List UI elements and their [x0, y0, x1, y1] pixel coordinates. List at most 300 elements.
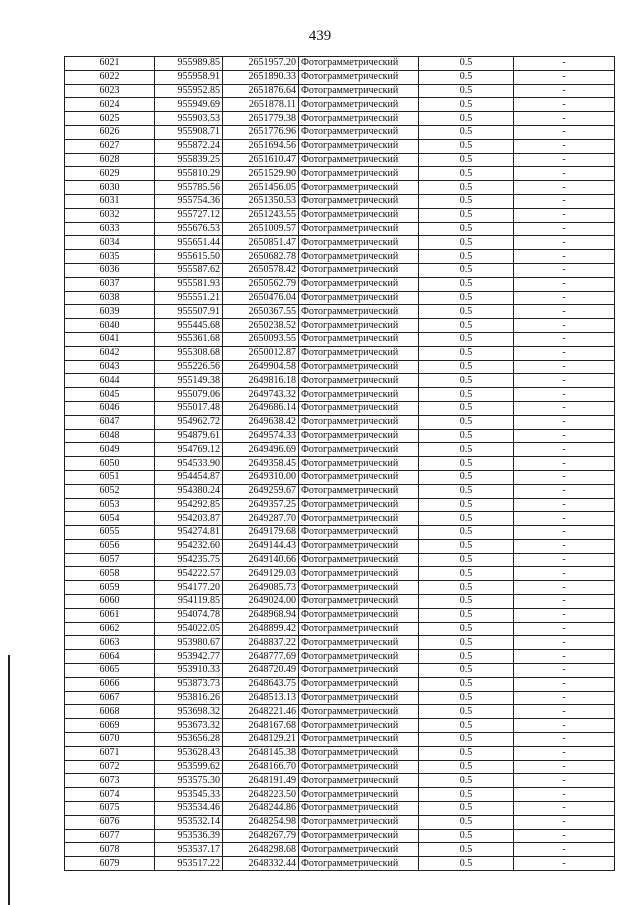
- x-coordinate-cell: 955017.48: [155, 401, 223, 415]
- method-cell: Фотограмметрический: [299, 539, 419, 553]
- table-row: [65, 746, 615, 760]
- method-cell: Фотограмметрический: [299, 98, 419, 112]
- point-id-cell: 6050: [65, 457, 155, 471]
- x-coordinate-cell: 955079.06: [155, 388, 223, 402]
- note-cell: -: [514, 84, 615, 98]
- x-coordinate-cell: 955785.56: [155, 181, 223, 195]
- accuracy-cell: 0.5: [419, 181, 514, 195]
- note-cell: -: [514, 208, 615, 222]
- y-coordinate-cell: 2648899.42: [223, 622, 299, 636]
- point-id-cell: 6070: [65, 733, 155, 747]
- accuracy-cell: 0.5: [419, 815, 514, 829]
- accuracy-cell: 0.5: [419, 277, 514, 291]
- table-row: [65, 498, 615, 512]
- accuracy-cell: 0.5: [419, 691, 514, 705]
- y-coordinate-cell: 2648643.75: [223, 677, 299, 691]
- table-row: [65, 595, 615, 609]
- accuracy-cell: 0.5: [419, 388, 514, 402]
- x-coordinate-cell: 955149.38: [155, 374, 223, 388]
- note-cell: -: [514, 388, 615, 402]
- method-cell: Фотограмметрический: [299, 332, 419, 346]
- point-id-cell: 6069: [65, 719, 155, 733]
- y-coordinate-cell: 2648166.70: [223, 760, 299, 774]
- y-coordinate-cell: 2649179.68: [223, 526, 299, 540]
- accuracy-cell: 0.5: [419, 760, 514, 774]
- y-coordinate-cell: 2651243.55: [223, 208, 299, 222]
- point-id-cell: 6055: [65, 526, 155, 540]
- method-cell: Фотограмметрический: [299, 636, 419, 650]
- point-id-cell: 6043: [65, 360, 155, 374]
- table-row: [65, 526, 615, 540]
- note-cell: -: [514, 112, 615, 126]
- accuracy-cell: 0.5: [419, 429, 514, 443]
- y-coordinate-cell: 2649743.32: [223, 388, 299, 402]
- method-cell: Фотограмметрический: [299, 760, 419, 774]
- method-cell: Фотограмметрический: [299, 829, 419, 843]
- table-row: [65, 222, 615, 236]
- table-row: [65, 733, 615, 747]
- accuracy-cell: 0.5: [419, 360, 514, 374]
- method-cell: Фотограмметрический: [299, 498, 419, 512]
- note-cell: -: [514, 415, 615, 429]
- y-coordinate-cell: 2649144.43: [223, 539, 299, 553]
- method-cell: Фотограмметрический: [299, 125, 419, 139]
- x-coordinate-cell: 954177.20: [155, 581, 223, 595]
- note-cell: -: [514, 401, 615, 415]
- accuracy-cell: 0.5: [419, 374, 514, 388]
- x-coordinate-cell: 955754.36: [155, 194, 223, 208]
- accuracy-cell: 0.5: [419, 595, 514, 609]
- point-id-cell: 6021: [65, 57, 155, 71]
- accuracy-cell: 0.5: [419, 125, 514, 139]
- note-cell: -: [514, 57, 615, 71]
- method-cell: Фотограмметрический: [299, 788, 419, 802]
- coordinates-table-body: [65, 57, 615, 871]
- x-coordinate-cell: 953628.43: [155, 746, 223, 760]
- table-row: [65, 415, 615, 429]
- point-id-cell: 6054: [65, 512, 155, 526]
- y-coordinate-cell: 2651779.38: [223, 112, 299, 126]
- point-id-cell: 6033: [65, 222, 155, 236]
- table-row: [65, 664, 615, 678]
- point-id-cell: 6071: [65, 746, 155, 760]
- method-cell: Фотограмметрический: [299, 595, 419, 609]
- method-cell: Фотограмметрический: [299, 222, 419, 236]
- table-row: [65, 401, 615, 415]
- note-cell: -: [514, 608, 615, 622]
- note-cell: -: [514, 581, 615, 595]
- x-coordinate-cell: 953599.62: [155, 760, 223, 774]
- x-coordinate-cell: 955676.53: [155, 222, 223, 236]
- note-cell: -: [514, 733, 615, 747]
- method-cell: Фотограмметрический: [299, 208, 419, 222]
- table-row: [65, 360, 615, 374]
- coordinates-table: [64, 56, 615, 871]
- table-row: [65, 236, 615, 250]
- point-id-cell: 6066: [65, 677, 155, 691]
- x-coordinate-cell: 953532.14: [155, 815, 223, 829]
- method-cell: Фотограмметрический: [299, 70, 419, 84]
- method-cell: Фотограмметрический: [299, 843, 419, 857]
- note-cell: -: [514, 346, 615, 360]
- point-id-cell: 6078: [65, 843, 155, 857]
- point-id-cell: 6046: [65, 401, 155, 415]
- y-coordinate-cell: 2650562.79: [223, 277, 299, 291]
- note-cell: -: [514, 470, 615, 484]
- point-id-cell: 6032: [65, 208, 155, 222]
- table-row: [65, 277, 615, 291]
- accuracy-cell: 0.5: [419, 291, 514, 305]
- accuracy-cell: 0.5: [419, 498, 514, 512]
- method-cell: Фотограмметрический: [299, 815, 419, 829]
- accuracy-cell: 0.5: [419, 263, 514, 277]
- x-coordinate-cell: 953673.32: [155, 719, 223, 733]
- accuracy-cell: 0.5: [419, 319, 514, 333]
- y-coordinate-cell: 2648223.50: [223, 788, 299, 802]
- table-row: [65, 263, 615, 277]
- table-row: [65, 788, 615, 802]
- note-cell: -: [514, 650, 615, 664]
- table-row: [65, 167, 615, 181]
- accuracy-cell: 0.5: [419, 705, 514, 719]
- table-row: [65, 581, 615, 595]
- x-coordinate-cell: 953873.73: [155, 677, 223, 691]
- y-coordinate-cell: 2648513.13: [223, 691, 299, 705]
- x-coordinate-cell: 955615.50: [155, 250, 223, 264]
- note-cell: -: [514, 194, 615, 208]
- y-coordinate-cell: 2648837.22: [223, 636, 299, 650]
- method-cell: Фотограмметрический: [299, 746, 419, 760]
- x-coordinate-cell: 953698.32: [155, 705, 223, 719]
- accuracy-cell: 0.5: [419, 98, 514, 112]
- table-row: [65, 677, 615, 691]
- note-cell: -: [514, 167, 615, 181]
- note-cell: -: [514, 843, 615, 857]
- method-cell: Фотограмметрический: [299, 622, 419, 636]
- method-cell: Фотограмметрический: [299, 57, 419, 71]
- note-cell: -: [514, 539, 615, 553]
- y-coordinate-cell: 2648777.69: [223, 650, 299, 664]
- point-id-cell: 6073: [65, 774, 155, 788]
- method-cell: Фотограмметрический: [299, 802, 419, 816]
- point-id-cell: 6049: [65, 443, 155, 457]
- point-id-cell: 6022: [65, 70, 155, 84]
- accuracy-cell: 0.5: [419, 139, 514, 153]
- note-cell: -: [514, 815, 615, 829]
- table-row: [65, 319, 615, 333]
- accuracy-cell: 0.5: [419, 512, 514, 526]
- table-row: [65, 153, 615, 167]
- accuracy-cell: 0.5: [419, 208, 514, 222]
- method-cell: Фотограмметрический: [299, 236, 419, 250]
- point-id-cell: 6060: [65, 595, 155, 609]
- y-coordinate-cell: 2648167.68: [223, 719, 299, 733]
- accuracy-cell: 0.5: [419, 167, 514, 181]
- accuracy-cell: 0.5: [419, 84, 514, 98]
- point-id-cell: 6040: [65, 319, 155, 333]
- point-id-cell: 6037: [65, 277, 155, 291]
- left-margin-rule: [8, 655, 10, 905]
- accuracy-cell: 0.5: [419, 636, 514, 650]
- table-row: [65, 553, 615, 567]
- table-row: [65, 181, 615, 195]
- note-cell: -: [514, 774, 615, 788]
- y-coordinate-cell: 2651878.11: [223, 98, 299, 112]
- y-coordinate-cell: 2648145.38: [223, 746, 299, 760]
- x-coordinate-cell: 953816.26: [155, 691, 223, 705]
- point-id-cell: 6048: [65, 429, 155, 443]
- note-cell: -: [514, 360, 615, 374]
- point-id-cell: 6029: [65, 167, 155, 181]
- table-row: [65, 636, 615, 650]
- method-cell: Фотограмметрический: [299, 857, 419, 871]
- y-coordinate-cell: 2651957.20: [223, 57, 299, 71]
- x-coordinate-cell: 955651.44: [155, 236, 223, 250]
- accuracy-cell: 0.5: [419, 526, 514, 540]
- table-row: [65, 70, 615, 84]
- table-row: [65, 567, 615, 581]
- x-coordinate-cell: 955958.91: [155, 70, 223, 84]
- y-coordinate-cell: 2650851.47: [223, 236, 299, 250]
- y-coordinate-cell: 2648191.49: [223, 774, 299, 788]
- accuracy-cell: 0.5: [419, 746, 514, 760]
- y-coordinate-cell: 2649310.00: [223, 470, 299, 484]
- y-coordinate-cell: 2649129.03: [223, 567, 299, 581]
- y-coordinate-cell: 2651694.56: [223, 139, 299, 153]
- method-cell: Фотограмметрический: [299, 153, 419, 167]
- table-row: [65, 843, 615, 857]
- note-cell: -: [514, 788, 615, 802]
- note-cell: -: [514, 125, 615, 139]
- point-id-cell: 6038: [65, 291, 155, 305]
- x-coordinate-cell: 955507.91: [155, 305, 223, 319]
- note-cell: -: [514, 291, 615, 305]
- x-coordinate-cell: 954292.85: [155, 498, 223, 512]
- accuracy-cell: 0.5: [419, 788, 514, 802]
- accuracy-cell: 0.5: [419, 677, 514, 691]
- accuracy-cell: 0.5: [419, 802, 514, 816]
- method-cell: Фотограмметрический: [299, 774, 419, 788]
- method-cell: Фотограмметрический: [299, 319, 419, 333]
- accuracy-cell: 0.5: [419, 305, 514, 319]
- table-row: [65, 802, 615, 816]
- table-row: [65, 139, 615, 153]
- note-cell: -: [514, 277, 615, 291]
- table-row: [65, 650, 615, 664]
- x-coordinate-cell: 953545.33: [155, 788, 223, 802]
- y-coordinate-cell: 2649140.66: [223, 553, 299, 567]
- table-row: [65, 815, 615, 829]
- x-coordinate-cell: 954879.61: [155, 429, 223, 443]
- method-cell: Фотограмметрический: [299, 250, 419, 264]
- point-id-cell: 6039: [65, 305, 155, 319]
- note-cell: -: [514, 857, 615, 871]
- y-coordinate-cell: 2649638.42: [223, 415, 299, 429]
- note-cell: -: [514, 567, 615, 581]
- note-cell: -: [514, 719, 615, 733]
- point-id-cell: 6044: [65, 374, 155, 388]
- y-coordinate-cell: 2650012.87: [223, 346, 299, 360]
- method-cell: Фотограмметрический: [299, 360, 419, 374]
- accuracy-cell: 0.5: [419, 236, 514, 250]
- method-cell: Фотограмметрический: [299, 388, 419, 402]
- x-coordinate-cell: 954235.75: [155, 553, 223, 567]
- table-row: [65, 484, 615, 498]
- point-id-cell: 6059: [65, 581, 155, 595]
- method-cell: Фотограмметрический: [299, 84, 419, 98]
- accuracy-cell: 0.5: [419, 346, 514, 360]
- y-coordinate-cell: 2651890.33: [223, 70, 299, 84]
- accuracy-cell: 0.5: [419, 194, 514, 208]
- table-row: [65, 291, 615, 305]
- note-cell: -: [514, 457, 615, 471]
- accuracy-cell: 0.5: [419, 470, 514, 484]
- note-cell: -: [514, 802, 615, 816]
- y-coordinate-cell: 2650578.42: [223, 263, 299, 277]
- point-id-cell: 6074: [65, 788, 155, 802]
- note-cell: -: [514, 512, 615, 526]
- point-id-cell: 6025: [65, 112, 155, 126]
- point-id-cell: 6031: [65, 194, 155, 208]
- table-row: [65, 829, 615, 843]
- table-row: [65, 57, 615, 71]
- point-id-cell: 6035: [65, 250, 155, 264]
- method-cell: Фотограмметрический: [299, 650, 419, 664]
- point-id-cell: 6062: [65, 622, 155, 636]
- accuracy-cell: 0.5: [419, 553, 514, 567]
- point-id-cell: 6067: [65, 691, 155, 705]
- y-coordinate-cell: 2649496.69: [223, 443, 299, 457]
- y-coordinate-cell: 2648254.98: [223, 815, 299, 829]
- y-coordinate-cell: 2649357.25: [223, 498, 299, 512]
- point-id-cell: 6063: [65, 636, 155, 650]
- point-id-cell: 6030: [65, 181, 155, 195]
- table-row: [65, 208, 615, 222]
- method-cell: Фотограмметрический: [299, 484, 419, 498]
- method-cell: Фотограмметрический: [299, 664, 419, 678]
- x-coordinate-cell: 954022.05: [155, 622, 223, 636]
- accuracy-cell: 0.5: [419, 153, 514, 167]
- point-id-cell: 6079: [65, 857, 155, 871]
- x-coordinate-cell: 955587.62: [155, 263, 223, 277]
- point-id-cell: 6028: [65, 153, 155, 167]
- accuracy-cell: 0.5: [419, 457, 514, 471]
- x-coordinate-cell: 955908.71: [155, 125, 223, 139]
- accuracy-cell: 0.5: [419, 567, 514, 581]
- accuracy-cell: 0.5: [419, 608, 514, 622]
- x-coordinate-cell: 955308.68: [155, 346, 223, 360]
- note-cell: -: [514, 374, 615, 388]
- method-cell: Фотограмметрический: [299, 526, 419, 540]
- method-cell: Фотограмметрический: [299, 719, 419, 733]
- point-id-cell: 6027: [65, 139, 155, 153]
- y-coordinate-cell: 2649085.73: [223, 581, 299, 595]
- y-coordinate-cell: 2651009.57: [223, 222, 299, 236]
- y-coordinate-cell: 2649574.33: [223, 429, 299, 443]
- x-coordinate-cell: 955581.93: [155, 277, 223, 291]
- table-row: [65, 374, 615, 388]
- x-coordinate-cell: 953517.22: [155, 857, 223, 871]
- accuracy-cell: 0.5: [419, 415, 514, 429]
- method-cell: Фотограмметрический: [299, 415, 419, 429]
- x-coordinate-cell: 954119.85: [155, 595, 223, 609]
- x-coordinate-cell: 955949.69: [155, 98, 223, 112]
- accuracy-cell: 0.5: [419, 112, 514, 126]
- y-coordinate-cell: 2649024.00: [223, 595, 299, 609]
- y-coordinate-cell: 2649686.14: [223, 401, 299, 415]
- method-cell: Фотограмметрический: [299, 691, 419, 705]
- x-coordinate-cell: 955361.68: [155, 332, 223, 346]
- x-coordinate-cell: 954533.90: [155, 457, 223, 471]
- accuracy-cell: 0.5: [419, 539, 514, 553]
- point-id-cell: 6068: [65, 705, 155, 719]
- note-cell: -: [514, 622, 615, 636]
- method-cell: Фотограмметрический: [299, 277, 419, 291]
- table-row: [65, 250, 615, 264]
- table-row: [65, 84, 615, 98]
- note-cell: -: [514, 664, 615, 678]
- accuracy-cell: 0.5: [419, 443, 514, 457]
- table-row: [65, 388, 615, 402]
- x-coordinate-cell: 953980.67: [155, 636, 223, 650]
- y-coordinate-cell: 2651456.05: [223, 181, 299, 195]
- y-coordinate-cell: 2651776.96: [223, 125, 299, 139]
- x-coordinate-cell: 953656.28: [155, 733, 223, 747]
- y-coordinate-cell: 2648267.79: [223, 829, 299, 843]
- note-cell: -: [514, 332, 615, 346]
- y-coordinate-cell: 2650682.78: [223, 250, 299, 264]
- y-coordinate-cell: 2649287.70: [223, 512, 299, 526]
- point-id-cell: 6065: [65, 664, 155, 678]
- method-cell: Фотограмметрический: [299, 608, 419, 622]
- accuracy-cell: 0.5: [419, 857, 514, 871]
- method-cell: Фотограмметрический: [299, 194, 419, 208]
- accuracy-cell: 0.5: [419, 664, 514, 678]
- x-coordinate-cell: 954769.12: [155, 443, 223, 457]
- x-coordinate-cell: 953536.39: [155, 829, 223, 843]
- table-row: [65, 539, 615, 553]
- y-coordinate-cell: 2650238.52: [223, 319, 299, 333]
- note-cell: -: [514, 222, 615, 236]
- accuracy-cell: 0.5: [419, 622, 514, 636]
- note-cell: -: [514, 153, 615, 167]
- y-coordinate-cell: 2648332.44: [223, 857, 299, 871]
- y-coordinate-cell: 2649904.58: [223, 360, 299, 374]
- table-row: [65, 125, 615, 139]
- table-row: [65, 112, 615, 126]
- note-cell: -: [514, 691, 615, 705]
- point-id-cell: 6061: [65, 608, 155, 622]
- table-row: [65, 194, 615, 208]
- note-cell: -: [514, 98, 615, 112]
- table-row: [65, 332, 615, 346]
- x-coordinate-cell: 955727.12: [155, 208, 223, 222]
- x-coordinate-cell: 954454.87: [155, 470, 223, 484]
- method-cell: Фотограмметрический: [299, 553, 419, 567]
- point-id-cell: 6064: [65, 650, 155, 664]
- method-cell: Фотограмметрический: [299, 291, 419, 305]
- note-cell: -: [514, 484, 615, 498]
- table-row: [65, 760, 615, 774]
- note-cell: -: [514, 250, 615, 264]
- note-cell: -: [514, 636, 615, 650]
- point-id-cell: 6023: [65, 84, 155, 98]
- point-id-cell: 6045: [65, 388, 155, 402]
- x-coordinate-cell: 955226.56: [155, 360, 223, 374]
- method-cell: Фотограмметрический: [299, 677, 419, 691]
- note-cell: -: [514, 677, 615, 691]
- point-id-cell: 6077: [65, 829, 155, 843]
